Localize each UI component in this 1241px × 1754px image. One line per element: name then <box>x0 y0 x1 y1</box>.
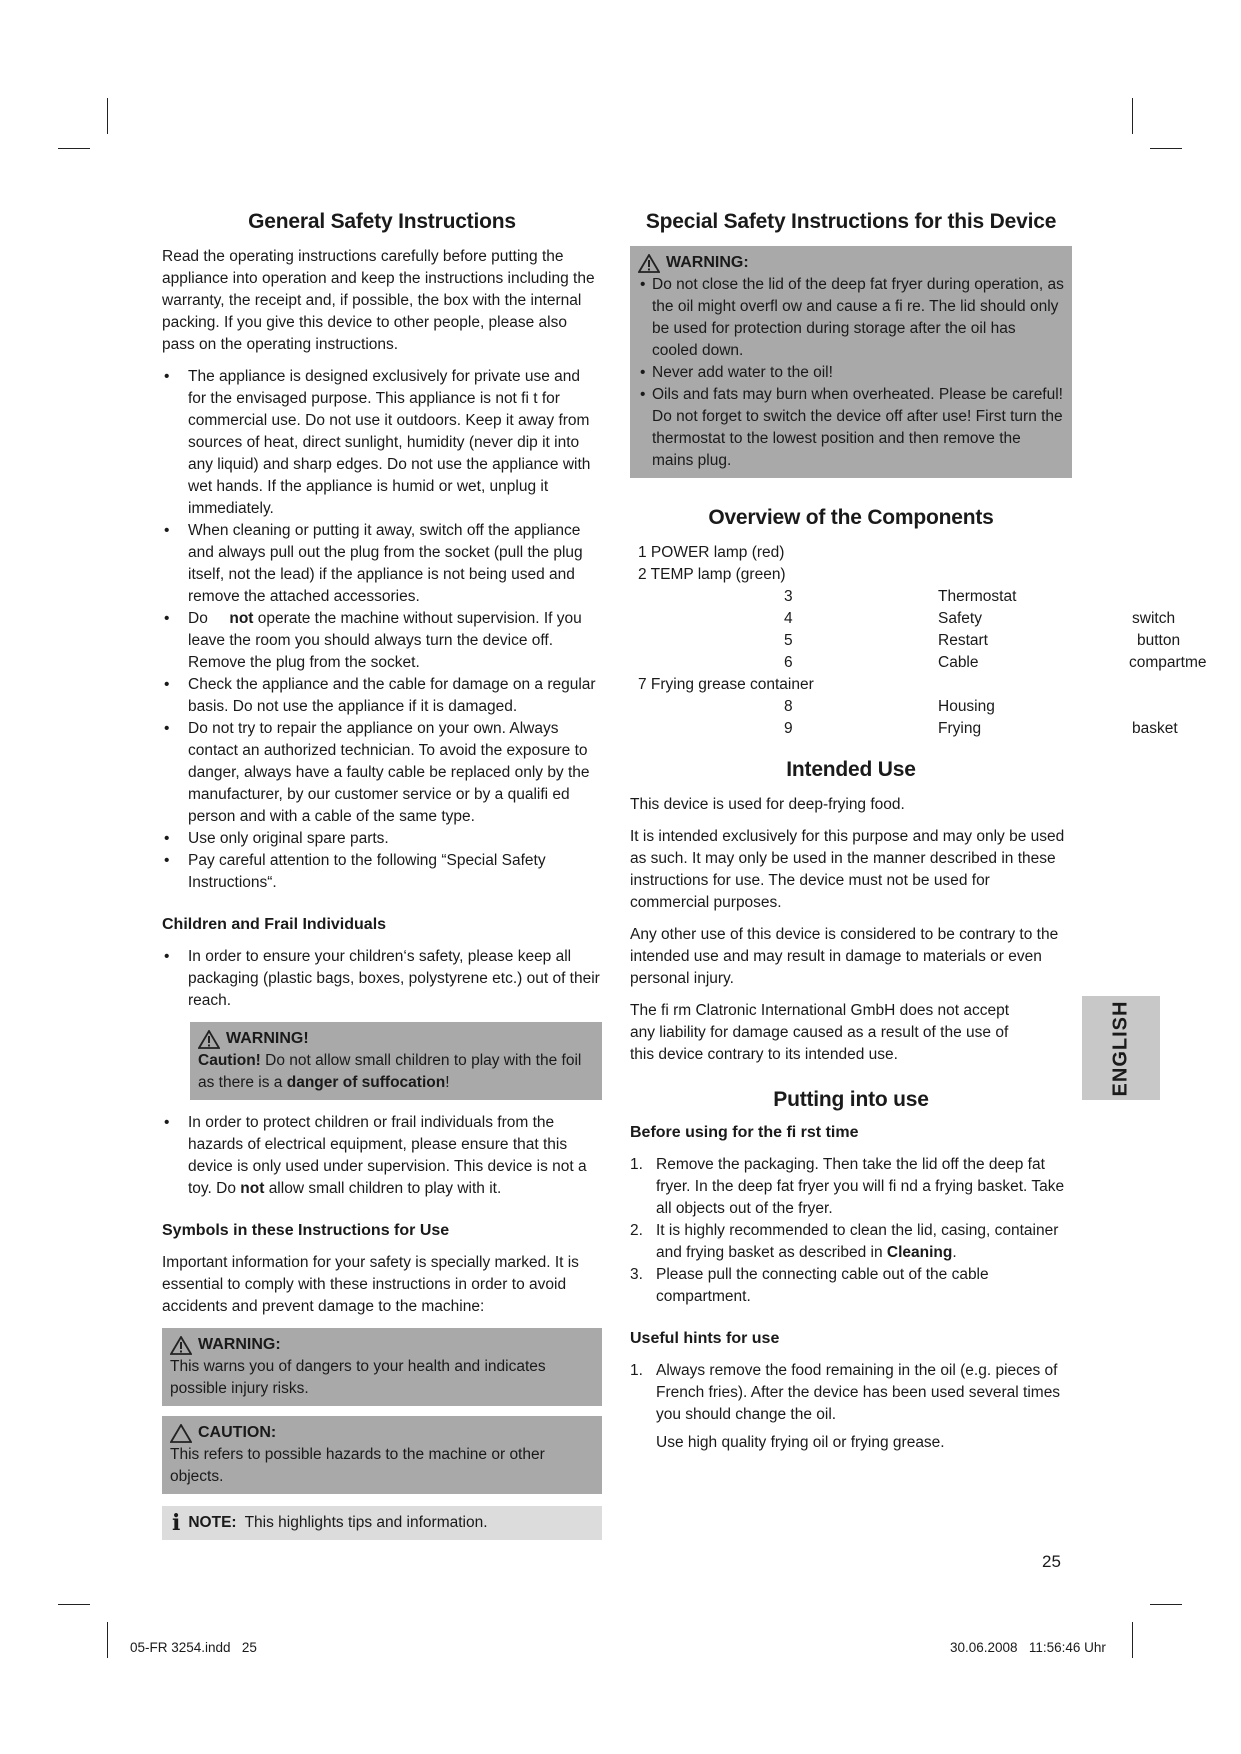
intended-p2: It is intended exclusively for this purpose and may only be used as such. It may only be used in the manner described in these instructions for use. The device must not be used for commercial purposes. <box>630 828 1065 911</box>
crop-mark <box>107 98 108 134</box>
note-label: NOTE: <box>188 1514 237 1531</box>
children-warning-box <box>190 1022 602 1100</box>
list-item <box>162 1112 602 1200</box>
hints-steps <box>630 1360 1072 1426</box>
list-item <box>630 1154 1072 1220</box>
putting-into-use-title: Putting into use <box>773 1088 929 1111</box>
supervision-text: operate the machine without supervision. If you leave the room you should always turn the device off. Remove the plug from the socket. <box>188 610 582 671</box>
intended-use-title: Intended Use <box>786 758 916 781</box>
caution-triangle-icon <box>170 1424 192 1443</box>
warning-triangle-icon <box>638 254 660 273</box>
cleaning-ref: Cleaning <box>886 1244 953 1261</box>
frail-text-end: allow small children to play with it. <box>268 1180 502 1197</box>
footer-file-info: 05-FR 3254.indd 25 <box>130 1640 257 1655</box>
special-safety-title: Special Safety Instructions for this Device <box>645 210 1057 233</box>
hints-extra: Use high quality frying oil or frying grease. <box>656 1434 945 1451</box>
symbols-heading: Symbols in these Instructions for Use <box>162 1222 450 1239</box>
crop-mark <box>58 1604 90 1605</box>
warning-text: This warns you of dangers to your health and indicates possible injury risks. <box>170 1358 546 1397</box>
frail-text: In order to protect children or frail individuals from the hazards of electrical equipment, please ensure that this device is only used under supervision. This device is not a toy. Do <box>188 1114 587 1197</box>
children-list <box>162 946 602 1012</box>
special-warning-box <box>630 246 1072 478</box>
list-item <box>630 1360 1072 1426</box>
note-text: This highlights tips and information. <box>244 1514 488 1531</box>
symbols-text: Important information for your safety is specially marked. It is essential to comply with these instructions in order to avoid accidents and prevent damage to the machine: <box>162 1254 579 1315</box>
component-row: 5 Restart button <box>784 632 1181 649</box>
intended-p3: Any other use of this device is considered to be contrary to the intended use and may result in damage to materials or even personal injury. <box>630 926 1059 987</box>
component-row: 6 Cable compartme <box>784 654 1207 671</box>
children-list-2 <box>162 1112 602 1200</box>
danger-phrase: danger of suffocation <box>286 1074 446 1091</box>
crop-mark <box>1150 148 1182 149</box>
step-text: It is highly recommended to clean the lid, casing, container and frying basket as described in <box>656 1222 1059 1261</box>
crop-mark <box>1132 98 1133 134</box>
warning-triangle-icon <box>198 1030 220 1049</box>
special-warning-title: WARNING: <box>666 254 749 271</box>
step-text: Remove the packaging. Then take the lid off the deep fat fryer. In the deep fat fryer you will fi nd a frying basket. Take all objects out of the fryer. <box>656 1156 1065 1217</box>
warning-title: WARNING: <box>198 1336 281 1353</box>
component-row: 1 POWER lamp (red) <box>638 544 785 561</box>
step-text: Always remove the food remaining in the oil (e.g. pieces of French fries). After the device has been used several times you should change the oil. <box>656 1362 1061 1423</box>
not-word: not <box>240 1180 265 1197</box>
crop-mark <box>1150 1604 1182 1605</box>
crop-mark <box>107 1622 108 1658</box>
component-row: 3 Thermostat <box>784 588 1017 605</box>
component-row: 9 Frying basket <box>784 720 1178 737</box>
component-row: 8 Housing <box>784 698 995 715</box>
overview-title: Overview of the Components <box>708 506 994 529</box>
children-warning-title: WARNING! <box>226 1030 309 1047</box>
component-row: 2 TEMP lamp (green) <box>638 566 786 583</box>
crop-mark <box>58 148 90 149</box>
caution-title: CAUTION: <box>198 1424 277 1441</box>
do-word: Do <box>188 610 208 627</box>
step-number: 1. <box>630 1156 643 1173</box>
intended-p4: The fi rm Clatronic International GmbH does not accept any liability for damage caused as a result of the use of this device contrary to its intended use. <box>630 1002 1010 1063</box>
step-number: 1. <box>630 1362 643 1379</box>
list-item: • The appliance is designed exclusively for private use and for the envisaged purpose. This appliance is not fi t for commercial use. Do not use it outdoors. Keep it away from sources of heat, direct sunlight, humidity (never dip it into any liquid) and sharp edges. Do not use the appliance with wet hands. If the appliance is humid or wet, unplug it immediately. <box>162 366 602 520</box>
page-number: 25 <box>1042 1552 1061 1571</box>
exclamation: ! <box>445 1074 450 1091</box>
components-list <box>638 542 1207 740</box>
before-first-use-heading: Before using for the fi rst time <box>630 1124 859 1141</box>
children-warning-text: Do not allow small children to play with the foil as there is a <box>198 1052 582 1091</box>
useful-hints-heading: Useful hints for use <box>630 1330 780 1347</box>
list-item: • In order to ensure your children‘s safety, please keep all packaging (plastic bags, boxes, polystyrene etc.) out of their reach. <box>162 946 602 1012</box>
warning-symbol-box <box>162 1328 602 1406</box>
list-item: • Do not close the lid of the deep fat fryer during operation, as the oil might overfl ow and cause a fi re. The lid should only be used for protection during storage after the oil has cooled down. <box>638 274 1064 362</box>
list-item <box>630 1220 1072 1264</box>
list-item: • Never add water to the oil! <box>638 362 1064 384</box>
before-steps <box>630 1154 1072 1308</box>
general-safety-title: General Safety Instructions <box>248 210 516 233</box>
footer-timestamp: 30.06.2008 11:56:46 Uhr <box>950 1640 1106 1655</box>
special-warning-list <box>638 274 1064 472</box>
caution-text: This refers to possible hazards to the machine or other objects. <box>170 1446 545 1485</box>
component-row: 7 Frying grease container <box>638 676 814 693</box>
caution-word: Caution! <box>198 1052 261 1069</box>
language-tab-label: ENGLISH <box>1109 1000 1132 1096</box>
list-item <box>162 608 602 674</box>
list-item: • Pay careful attention to the following “Special Safety Instructions“. <box>162 850 602 894</box>
info-icon: i <box>172 1510 181 1536</box>
list-item: • Oils and fats may burn when overheated. Please be careful! Do not forget to switch the device off after use! First turn the thermostat to the lowest position and then remove the mains plug. <box>638 384 1064 472</box>
period: . <box>952 1244 957 1261</box>
list-item: • Check the appliance and the cable for damage on a regular basis. Do not use the appliance if it is damaged. <box>162 674 602 718</box>
crop-mark <box>1132 1622 1133 1658</box>
left-column <box>162 210 602 1540</box>
list-item <box>630 1264 1072 1308</box>
list-item: • When cleaning or putting it away, switch off the appliance and always pull out the plug from the socket (pull the plug itself, not the lead) if the appliance is not being used and remove the attached accessories. <box>162 520 602 608</box>
general-safety-list <box>162 366 602 894</box>
language-tab <box>1082 996 1160 1100</box>
caution-symbol-box <box>162 1416 602 1494</box>
note-box <box>162 1506 602 1540</box>
not-word: not <box>229 610 254 627</box>
list-item: • Do not try to repair the appliance on your own. Always contact an authorized technician. To avoid the exposure to danger, always have a faulty cable be replaced only by the manufacturer, by our customer service or by a qualifi ed person and with a cable of the same type. <box>162 718 602 828</box>
intended-p1: This device is used for deep-frying food. <box>630 796 905 813</box>
step-number: 3. <box>630 1266 643 1283</box>
step-text: Please pull the connecting cable out of the cable compartment. <box>656 1266 989 1305</box>
step-number: 2. <box>630 1222 643 1239</box>
warning-triangle-icon <box>170 1336 192 1355</box>
general-intro: Read the operating instructions carefully before putting the appliance into operation and keep the instructions including the warranty, the receipt and, if possible, the box with the internal packing. If you give this device to other people, please also pass on the operating instructions. <box>162 248 595 353</box>
children-heading: Children and Frail Individuals <box>162 916 387 933</box>
component-row: 4 Safety switch <box>784 610 1176 627</box>
list-item: • Use only original spare parts. <box>162 828 602 850</box>
